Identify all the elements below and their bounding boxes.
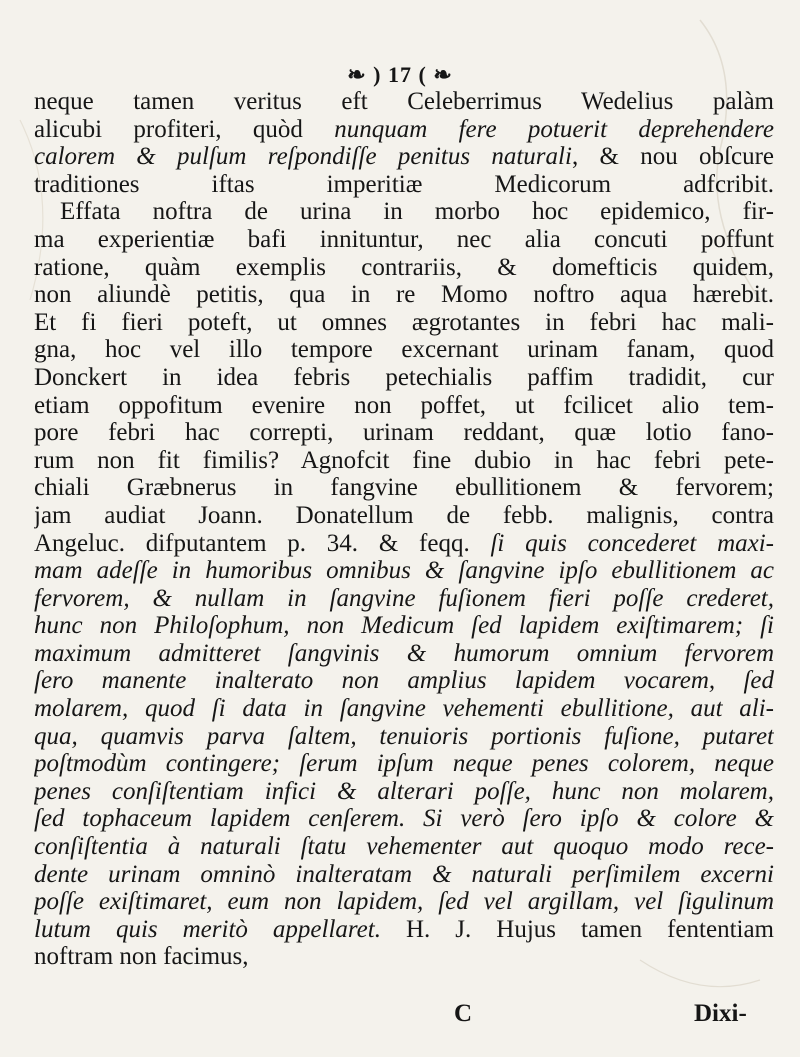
catchword: Dixi-: [694, 1000, 747, 1027]
text-line: fervorem, & nullam in ſangvine fuſionem fieri poſſe crederet,: [34, 584, 774, 612]
text-line: hunc non Philoſophum, non Medicum ſed lapidem exiſtimarem; ſi: [34, 612, 774, 640]
text-line: etiam oppofitum evenire non poffet, ut fcilicet alio tem-: [34, 391, 774, 419]
text-line: neque tamen veritus eft Celeberrimus Wedelius palàm: [34, 88, 774, 115]
text-line: conſiſtentia à naturali ſtatu vehementer aut quoquo modo rece-: [34, 833, 774, 861]
text-line: lutum quis meritò appellaret. H. J. Hujus tamen fententiam: [34, 915, 774, 943]
text-line: jam audiat Joann. Donatellum de febb. malignis, contra: [34, 501, 774, 529]
text-line: Donckert in idea febris petechialis paffim tradidit, cur: [34, 363, 774, 391]
text-line: poſtmodùm contingere; ſerum ipſum neque penes colorem, neque: [34, 750, 774, 778]
text-line: alicubi profiteri, quòd nunquam fere potuerit deprehendere: [34, 115, 774, 143]
text-line: ma experientiæ bafi innituntur, nec alia concuti poffunt: [34, 225, 774, 253]
text-line: rum non fit fimilis? Agnofcit fine dubio in hac febri pete-: [34, 446, 774, 474]
text-line: ſed tophaceum lapidem cenſerem. Si verò ſero ipſo & colore &: [34, 805, 774, 833]
text-line: pore febri hac correpti, urinam reddant, quæ lotio fano-: [34, 419, 774, 447]
page-footer: [0, 1000, 800, 1030]
text-line: non aliundè petitis, qua in re Momo noftro aqua hærebit.: [34, 281, 774, 309]
text-line: Angeluc. difputantem p. 34. & feqq. ſi quis concederet maxi-: [34, 529, 774, 557]
text-line: ratione, quàm exemplis contrariis, & domefticis quidem,: [34, 253, 774, 281]
text-line: dente urinam omninò inalteratam & naturali perſimilem excerni: [34, 860, 774, 888]
text-line: noftram non facimus,: [34, 943, 249, 971]
text-line: chiali Græbnerus in fangvine ebullitionem & fervorem;: [34, 474, 774, 502]
text-line: ſero manente inalterato non amplius lapidem vocarem, ſed: [34, 667, 774, 695]
text-line: molarem, quod ſi data in ſangvine vehementi ebullitione, aut ali-: [34, 695, 774, 723]
text-line: maximum admitteret ſangvinis & humorum omnium fervorem: [34, 639, 774, 667]
text-line: traditiones iftas imperitiæ Medicorum adfcribit.: [34, 170, 774, 198]
text-line: qua, quamvis parva ſaltem, tenuioris portionis fuſione, putaret: [34, 722, 774, 750]
signature-mark: C: [454, 1000, 473, 1027]
text-line: Effata noftra de urina in morbo hoc epidemico, fir-: [60, 198, 774, 226]
text-line: poſſe exiſtimaret, eum non lapidem, ſed vel argillam, vel ſigulinum: [34, 888, 774, 916]
text-line: Et fi fieri poteft, ut omnes ægrotantes in febri hac mali-: [34, 308, 774, 336]
text-line: mam adeſſe in humoribus omnibus & ſangvine ipſo ebullitionem ac: [34, 557, 774, 585]
main-text: [34, 88, 774, 971]
text-line: gna, hoc vel illo tempore excernant urinam fanam, quod: [34, 336, 774, 364]
text-line: penes conſiſtentiam infici & alterari poſſe, hunc non molarem,: [34, 777, 774, 805]
text-line: calorem & pulſum reſpondiſſe penitus naturali, & nou obſcure: [34, 143, 774, 171]
page-header: ❧ ) 17 ( ❧: [347, 62, 453, 87]
